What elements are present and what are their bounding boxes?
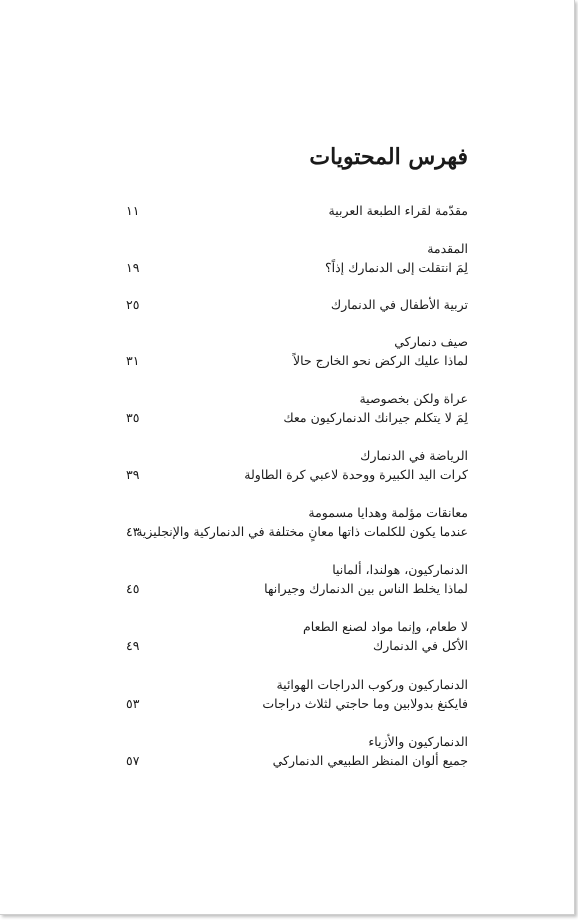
toc-page-number: ٢٥ xyxy=(126,297,140,312)
toc-entry-title: الرياضة في الدنمارك xyxy=(360,448,468,463)
toc-entry-title: الدنماركيون، هولندا، ألمانيا xyxy=(332,562,468,577)
toc-entry-text xyxy=(244,446,468,484)
toc-entry-title: معانقات مؤلمة وهدايا مسمومة xyxy=(308,505,468,520)
toc-entry-text xyxy=(262,675,468,713)
toc-entry xyxy=(126,270,468,314)
toc-entry-subtitle: عندما يكون للكلمات ذاتها معانٍ مختلفة في الدنماركية والإنجليزية xyxy=(136,524,468,539)
toc-entry-subtitle: كرات اليد الكبيرة ووحدة لاعبي كرة الطاولة xyxy=(244,467,468,482)
toc-entry-subtitle: فايكنغ بدولابين وما حاجتي لثلاث دراجات xyxy=(262,696,468,711)
toc-page-number: ٣٩ xyxy=(126,467,140,482)
toc-page-number: ٣٥ xyxy=(126,410,140,425)
toc-entry xyxy=(126,554,468,598)
toc-entry-subtitle: جميع ألوان المنظر الطبيعي الدنماركي xyxy=(272,753,468,768)
toc-entry-text xyxy=(273,732,468,770)
toc-entry-title: المقدمة xyxy=(427,241,468,256)
toc-entry xyxy=(126,440,468,484)
toc-entry-subtitle: لِمَ انتقلت إلى الدنمارك إذاً؟ xyxy=(324,260,468,275)
toc-entry-text xyxy=(303,617,468,655)
toc-entry-title: عراة ولكن بخصوصية xyxy=(359,391,468,406)
toc-entry-text xyxy=(264,560,468,598)
toc-entry xyxy=(126,326,468,370)
toc-page-number: ١٩ xyxy=(126,260,140,275)
toc-entry-subtitle: لماذا يخلط الناس بين الدنمارك وجيرانها xyxy=(264,581,468,596)
toc-entry-title: الدنماركيون والأزياء xyxy=(368,734,468,749)
toc-entry-text xyxy=(331,295,468,314)
toc-entry-subtitle: الأكل في الدنمارك xyxy=(372,638,468,653)
page-title: فهرس المحتويات xyxy=(309,144,468,170)
toc-entry xyxy=(126,383,468,427)
toc-entry xyxy=(126,176,468,220)
toc-page-number: ٥٣ xyxy=(126,696,140,711)
toc-entry xyxy=(126,669,468,713)
toc-page-number: ٤٣ xyxy=(126,524,140,539)
toc-entry-text xyxy=(329,201,468,220)
toc-entry-text xyxy=(136,503,468,541)
toc-page-number: ٤٥ xyxy=(126,581,140,596)
toc-page-number: ١١ xyxy=(126,203,140,218)
toc-entry-title: تربية الأطفال في الدنمارك xyxy=(330,297,468,312)
toc-entry-title: لا طعام، وإنما مواد لصنع الطعام xyxy=(303,619,468,634)
toc-entry-subtitle: لماذا عليك الركض نحو الخارج حالاً xyxy=(292,353,468,368)
toc-entry-title: مقدّمة لقراء الطبعة العربية xyxy=(328,203,468,218)
toc-entry-text xyxy=(283,389,468,427)
toc-entry-text xyxy=(293,332,468,370)
toc-page-number: ٣١ xyxy=(126,353,140,368)
toc-entry xyxy=(126,611,468,655)
toc-entry-subtitle: لِمَ لا يتكلم جيرانك الدنماركيون معك xyxy=(283,410,468,425)
toc-entry-title: الدنماركيون وركوب الدراجات الهوائية xyxy=(276,677,468,692)
toc-page-number: ٤٩ xyxy=(126,638,140,653)
toc-entry xyxy=(126,726,468,770)
toc-entry-title: صيف دنماركي xyxy=(394,334,468,349)
toc-entry xyxy=(126,497,468,541)
toc-page-number: ٥٧ xyxy=(126,753,140,768)
